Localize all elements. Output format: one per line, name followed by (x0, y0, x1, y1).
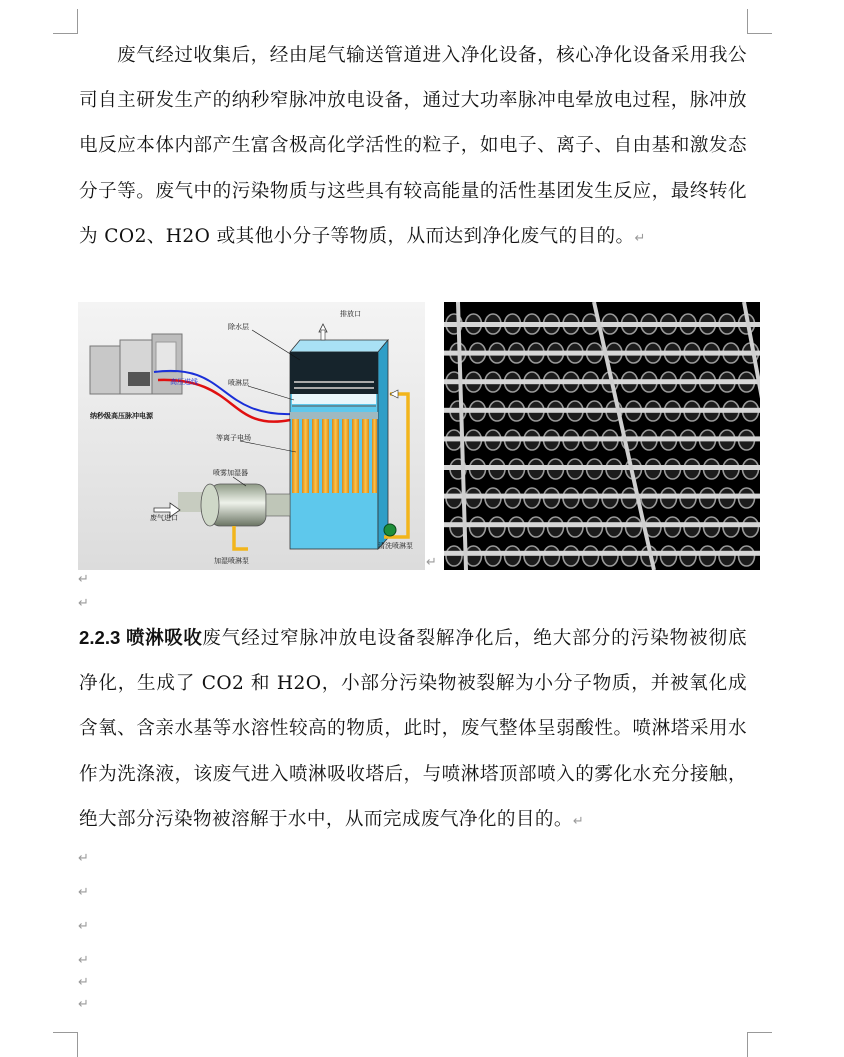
electrode-tube (466, 546, 482, 566)
paragraph-mark: ↵ (78, 851, 89, 866)
paragraph-mark: ↵ (78, 572, 89, 587)
electrode-tube (505, 546, 521, 566)
electrode-tube (739, 546, 755, 566)
support-rail (444, 551, 760, 556)
support-rail (444, 379, 760, 384)
paragraph-mark: ↵ (426, 555, 437, 570)
support-rail (444, 465, 760, 470)
label-atomizer: 喷雾加湿器 (213, 469, 248, 477)
support-rail (444, 408, 760, 413)
electrode-tube (563, 546, 579, 566)
electrode-tube (680, 546, 696, 566)
electrode-tube (583, 546, 599, 566)
paragraph-mark: ↵ (78, 953, 89, 968)
electrode-array-photo (444, 302, 760, 570)
electrode-tube (544, 546, 560, 566)
electrode-tube (524, 546, 540, 566)
label-exhaust-port: 排放口 (340, 310, 361, 318)
crop-mark-bottom-right (747, 1032, 772, 1057)
electrode-tube (485, 546, 501, 566)
crop-mark-bottom-left (53, 1032, 78, 1057)
support-rail (444, 494, 760, 499)
paragraph-mark: ↵ (572, 813, 585, 829)
electrode-tube (700, 546, 716, 566)
support-rail (444, 436, 760, 441)
purification-tower-diagram (78, 302, 425, 570)
plasma-electrode-tubes (290, 412, 378, 493)
label-hv-line: 高压进线 (170, 378, 198, 386)
paragraph-mark: ↵ (78, 885, 89, 900)
paragraph-text: 废气经过窄脉冲放电设备裂解净化后，绝大部分的污染物被彻底净化，生成了 CO2 和 H2O，小部分污染物被裂解为小分子物质，并被氧化成含氧、含亲水基等水溶性较高的物质，此时，废气整体呈弱酸性。喷淋塔采用水作为洗涤液，该废气进入喷淋吸收塔后，与喷淋塔顶部喷入的雾化水充分接触，绝大部分污染物被溶解于水中，从而完成废气净化的目的。 (79, 628, 747, 830)
label-plasma-electrode: 等离子电场 (216, 434, 251, 442)
support-rail (444, 522, 760, 527)
electrode-tube (719, 546, 735, 566)
paragraph-mark: ↵ (78, 919, 89, 934)
label-humid-pump: 加湿喷淋泵 (214, 557, 249, 565)
electrode-tube (622, 546, 638, 566)
label-power-supply: 纳秒级高压脉冲电源 (90, 412, 153, 420)
section-heading: 2.2.3 喷淋吸收 (79, 627, 203, 648)
electrode-tube (661, 546, 677, 566)
paragraph-plasma-purification (79, 33, 747, 261)
paragraph-spray-absorption (79, 615, 747, 844)
support-rail (444, 322, 760, 327)
electrode-tube (602, 546, 618, 566)
label-spray-layer: 喷淋层 (228, 379, 249, 387)
crop-mark-top-right (747, 9, 772, 34)
paragraph-mark: ↵ (78, 997, 89, 1012)
label-clean-pump: 清洗喷淋泵 (378, 542, 413, 550)
paragraph-mark: ↵ (78, 975, 89, 990)
paragraph-mark: ↵ (634, 230, 646, 246)
label-demister: 除水层 (228, 323, 249, 331)
paragraph-mark: ↵ (78, 596, 89, 611)
electrode-tube (446, 546, 462, 566)
paragraph-text: 废气经过收集后，经由尾气输送管道进入净化设备，核心净化设备采用我公司自主研发生产的纳秒窄脉冲放电设备，通过大功率脉冲电晕放电过程，脉冲放电反应本体内部产生富含极高化学活性的粒子，如电子、离子、自由基和激发态分子等。废气中的污染物质与这些具有较高能量的活性基团发生反应，最终转化为 CO2、H2O 或其他小分子等物质，从而达到净化废气的目的。 (79, 45, 747, 247)
crop-mark-top-left (53, 9, 78, 34)
label-inlet: 废气进口 (150, 514, 178, 522)
support-rail (444, 351, 760, 356)
